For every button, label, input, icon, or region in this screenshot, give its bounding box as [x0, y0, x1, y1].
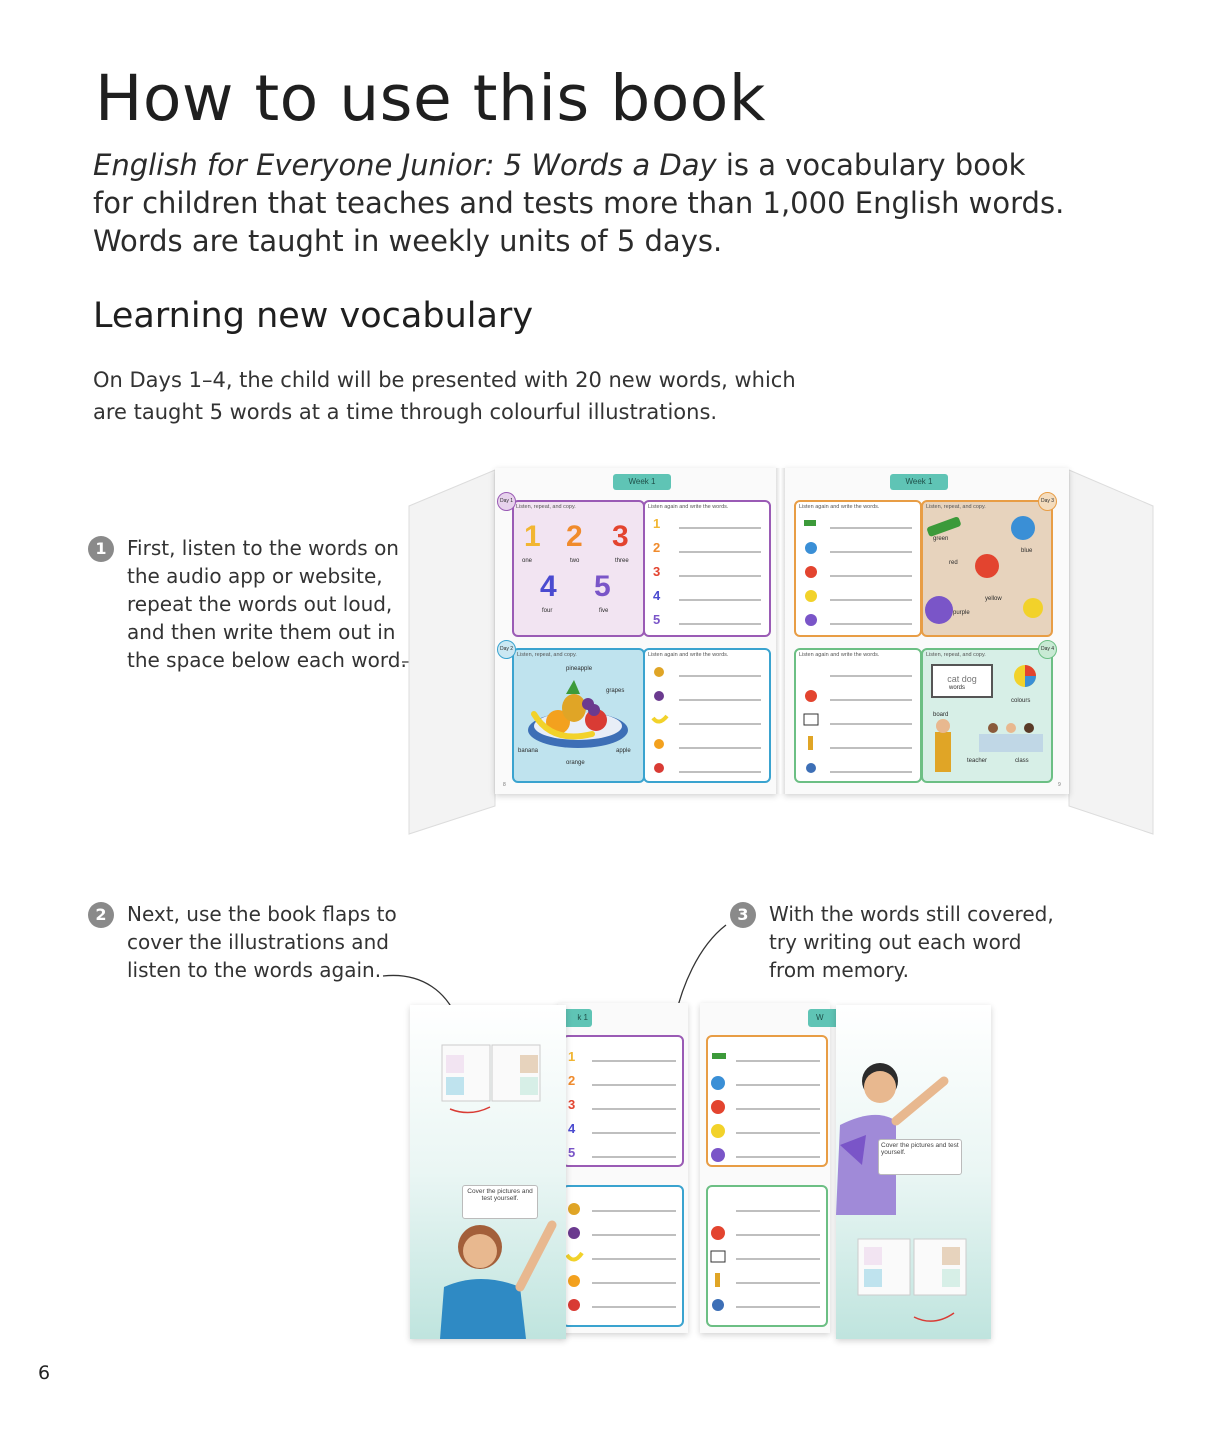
- svg-text:1: 1: [568, 1049, 576, 1064]
- speech-bubble-left: Cover the pictures and test yourself.: [462, 1185, 538, 1219]
- label-five: five: [599, 608, 609, 614]
- speech-bubble-right: Cover the pictures and test yourself.: [878, 1139, 962, 1175]
- day2-badge: Day 2: [497, 640, 516, 659]
- day2-instruction: Listen, repeat, and copy.: [517, 652, 577, 658]
- mini-book-thumbnail-left: [430, 1041, 550, 1117]
- book2-right-inner-page: [700, 1003, 830, 1333]
- week-tab-left: Week 1: [613, 474, 671, 490]
- svg-text:3: 3: [568, 1097, 576, 1112]
- page-number-left: 8: [503, 782, 506, 788]
- book-with-flaps-closed-illustration: [408, 1003, 993, 1343]
- step-1-line: the space below each word.: [127, 648, 407, 672]
- day1-picture-box: [512, 500, 645, 637]
- section-para-line1: On Days 1–4, the child will be presented with 20 new words, which: [93, 368, 796, 392]
- label-purple: purple: [953, 610, 970, 616]
- svg-text:3: 3: [653, 564, 661, 579]
- week-tab-right: Week 1: [890, 474, 948, 490]
- day1-badge: Day 1: [497, 492, 516, 511]
- book2-week-tab-right: W: [808, 1009, 856, 1027]
- girl-illustration: [430, 1211, 566, 1339]
- label-grapes: grapes: [606, 688, 625, 694]
- book1-spine: [776, 468, 785, 794]
- page-title: How to use this book: [95, 62, 766, 135]
- label-words: words: [949, 685, 966, 691]
- book2-right-flap: [836, 1005, 991, 1339]
- step-3-line: With the words still covered,: [769, 902, 1054, 926]
- day3-instruction: Listen, repeat, and copy.: [926, 504, 986, 510]
- day2-write-lines: [651, 662, 765, 780]
- section-heading: Learning new vocabulary: [93, 296, 534, 336]
- day2-write-box: [643, 648, 771, 783]
- day3-write-box: [794, 500, 922, 637]
- digit-4: 4: [540, 570, 557, 603]
- mini-book-thumbnail-right: [844, 1231, 984, 1331]
- step-2-line: Next, use the book flaps to: [127, 902, 397, 926]
- day1-write-box: [643, 500, 771, 637]
- intro-line3: Words are taught in weekly units of 5 days.: [93, 224, 723, 258]
- fruit-bowl-illustration: [522, 674, 634, 754]
- step-3-line: try writing out each word: [769, 930, 1022, 954]
- book-title: English for Everyone Junior: 5 Words a Day: [93, 148, 717, 182]
- step-2-line: cover the illustrations and: [127, 930, 389, 954]
- page-number: 6: [38, 1362, 51, 1384]
- book2-day1-write-box: [562, 1035, 684, 1167]
- book2-left-flap: [410, 1005, 566, 1339]
- step-number-3: 3: [730, 902, 756, 928]
- digit-2: 2: [566, 520, 583, 553]
- svg-text:2: 2: [568, 1073, 576, 1088]
- section-para-line2: are taught 5 words at a time through colourful illustrations.: [93, 400, 718, 424]
- label-pineapple: pineapple: [566, 666, 593, 672]
- book2-day4-write-box: [706, 1185, 828, 1327]
- book2-day2-lines: [564, 1187, 682, 1325]
- step-number-2: 2: [88, 902, 114, 928]
- step-3-line: from memory.: [769, 958, 909, 982]
- intro-line1-rest: is a vocabulary book: [716, 148, 1026, 182]
- label-orange: orange: [566, 760, 585, 766]
- day1-write-lines: [651, 514, 765, 632]
- step-number-1: 1: [88, 536, 114, 562]
- svg-text:4: 4: [568, 1121, 576, 1136]
- boy-illustration: [836, 1045, 956, 1215]
- open-book-illustration: [407, 466, 1155, 838]
- day4-write-box: [794, 648, 922, 783]
- book2-day2-write-box: [562, 1185, 684, 1327]
- day4-write-instruction: Listen again and write the words.: [799, 652, 880, 658]
- label-one: one: [522, 558, 533, 564]
- label-four: four: [542, 608, 553, 614]
- day2-picture-box: [512, 648, 645, 783]
- label-teacher: teacher: [967, 758, 988, 764]
- label-banana: banana: [518, 748, 539, 754]
- digit-1: 1: [524, 520, 541, 553]
- label-three: three: [615, 558, 629, 564]
- whiteboard: cat dog: [931, 664, 993, 698]
- book2-day3-lines: [708, 1037, 826, 1165]
- step-1-line: repeat the words out loud,: [127, 592, 393, 616]
- book2-day1-lines: [564, 1037, 682, 1165]
- svg-text:5: 5: [653, 612, 661, 627]
- paint-splats-illustration: [923, 510, 1051, 635]
- day3-write-instruction: Listen again and write the words.: [799, 504, 880, 510]
- label-yellow: yellow: [985, 596, 1002, 602]
- day3-write-lines: [802, 514, 916, 632]
- step-1-line: the audio app or website,: [127, 564, 383, 588]
- digit-5: 5: [594, 570, 611, 603]
- label-board: board: [933, 712, 949, 718]
- svg-text:2: 2: [653, 540, 661, 555]
- intro-line2: for children that teaches and tests more than 1,000 English words.: [93, 186, 1065, 220]
- label-two: two: [570, 558, 580, 564]
- book2-day4-lines: [708, 1187, 826, 1325]
- day4-picture-box: [921, 648, 1053, 783]
- book2-day3-write-box: [706, 1035, 828, 1167]
- day4-write-lines: [802, 662, 916, 780]
- label-class: class: [1015, 758, 1029, 764]
- day2-write-instruction: Listen again and write the words.: [648, 652, 729, 658]
- step-2-line: listen to the words again.: [127, 958, 382, 982]
- book1-right-page: [784, 468, 1069, 794]
- page-number-right: 9: [1058, 782, 1061, 788]
- day1-write-instruction: Listen again and write the words.: [648, 504, 729, 510]
- digit-3: 3: [612, 520, 629, 553]
- svg-text:1: 1: [653, 516, 661, 531]
- book2-left-inner-page: [558, 1003, 688, 1333]
- label-apple: apple: [616, 748, 631, 754]
- label-blue: blue: [1021, 548, 1033, 554]
- label-green: green: [933, 536, 949, 542]
- label-red: red: [949, 560, 958, 566]
- book2-week-tab-left: k 1: [538, 1009, 592, 1027]
- svg-text:5: 5: [568, 1145, 576, 1160]
- step-1-line: and then write them out in: [127, 620, 396, 644]
- label-colours: colours: [1011, 698, 1031, 704]
- day4-instruction: Listen, repeat, and copy.: [926, 652, 986, 658]
- book1-left-page: [495, 468, 777, 794]
- day3-badge: Day 3: [1038, 492, 1057, 511]
- step-1-line: First, listen to the words on: [127, 536, 399, 560]
- day1-instruction: Listen, repeat, and copy.: [516, 504, 576, 510]
- svg-text:4: 4: [653, 588, 661, 603]
- day3-picture-box: [921, 500, 1053, 637]
- day4-badge: Day 4: [1038, 640, 1057, 659]
